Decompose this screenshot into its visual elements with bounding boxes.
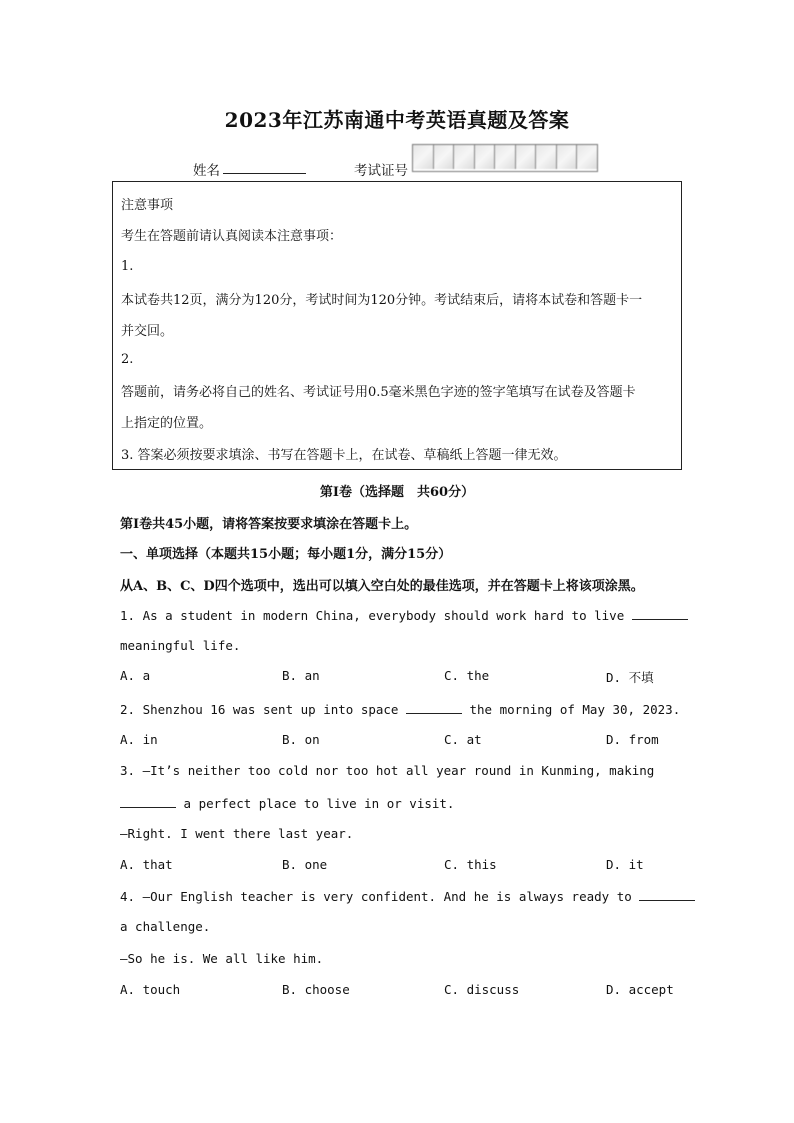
name-blank <box>223 173 306 174</box>
id-digit-box <box>434 145 455 169</box>
question-2-option-c: C. at <box>444 732 482 747</box>
question-2-text <box>120 701 680 717</box>
question-3-stem-end: a perfect place to live in or visit. <box>176 796 455 811</box>
id-digit-box <box>454 145 475 169</box>
notice-item2-text: 答题前，请务必将自己的姓名、考试证号用0.5毫米黑色字迹的签字笔填写在试卷及答题卡 <box>121 385 636 400</box>
question-4-text-cont: a challenge. <box>120 919 211 934</box>
page-title: 2023年江苏南通中考英语真题及答案 <box>224 108 570 132</box>
question-2-stem: 2. Shenzhou 16 was sent up into space <box>120 702 406 717</box>
question-4-reply: —So he is. We all like him. <box>120 951 324 966</box>
question-2-option-d: D. from <box>606 732 659 747</box>
question-3-option-a: A. that <box>120 857 173 872</box>
id-digit-box <box>557 145 578 169</box>
question-4-stem: 4. —Our English teacher is very confident. And he is always ready to <box>120 889 640 904</box>
question-3-text: 3. —It’s neither too cold nor too hot all year round in Kunming, making <box>120 763 655 778</box>
question-1-option-a: A. a <box>120 668 151 683</box>
id-digit-box <box>495 145 516 169</box>
notice-item1-number: 1. <box>121 259 134 274</box>
question-1-text <box>120 607 688 623</box>
question-2-option-a: A. in <box>120 732 158 747</box>
notice-item1-text-cont: 并交回。 <box>121 324 174 339</box>
answer-blank <box>120 795 176 808</box>
notice-item3-text: 3. 答案必须按要求填涂、书写在答题卡上，在试卷、草稿纸上答题一律无效。 <box>121 448 567 463</box>
question-1-text-cont: meaningful life. <box>120 638 241 653</box>
question-4-text <box>120 888 695 904</box>
id-digit-box <box>516 145 537 169</box>
notice-box <box>112 181 682 470</box>
part-intro: 第Ⅰ卷共45小题，请将答案按要求填涂在答题卡上。 <box>120 517 418 532</box>
exam-id-boxes <box>412 144 598 172</box>
notice-item2-number: 2. <box>121 352 134 367</box>
notice-heading: 注意事项 <box>121 198 174 213</box>
section-heading: 一、单项选择（本题共15小题；每小题1分，满分15分） <box>120 547 452 562</box>
question-4-option-a: A. touch <box>120 982 181 997</box>
question-2-option-b: B. on <box>282 732 320 747</box>
question-3-reply: —Right. I went there last year. <box>120 826 354 841</box>
answer-blank <box>632 607 688 620</box>
question-1-option-b: B. an <box>282 668 320 683</box>
question-4-option-b: B. choose <box>282 982 350 997</box>
answer-blank <box>639 888 695 901</box>
id-digit-box <box>577 145 597 169</box>
answer-blank <box>406 701 462 714</box>
question-3-text-cont <box>120 795 454 811</box>
question-2-stem-end: the morning of May 30, 2023. <box>461 702 681 717</box>
question-3-option-d: D. it <box>606 857 644 872</box>
id-digit-box <box>536 145 557 169</box>
question-1-stem: 1. As a student in modern China, everybody should work hard to live <box>120 608 632 623</box>
notice-item2-text-cont: 上指定的位置。 <box>121 416 213 431</box>
part-heading: 第Ⅰ卷（选择题 共60分） <box>319 485 475 500</box>
name-label: 姓名 <box>193 163 220 179</box>
student-info-row <box>0 156 794 180</box>
question-4-option-d: D. accept <box>606 982 674 997</box>
question-4-option-c: C. discuss <box>444 982 520 997</box>
question-1-option-c: C. the <box>444 668 490 683</box>
question-3-option-c: C. this <box>444 857 497 872</box>
id-digit-box <box>475 145 496 169</box>
question-3-option-b: B. one <box>282 857 328 872</box>
notice-item1-text: 本试卷共12页，满分为120分，考试时间为120分钟。考试结束后，请将本试卷和答题卡一 <box>121 293 643 308</box>
question-1-option-d: D. 不填 <box>606 670 654 685</box>
exam-id-label: 考试证号 <box>354 163 408 179</box>
notice-intro: 考生在答题前请认真阅读本注意事项： <box>121 229 343 244</box>
id-digit-box <box>413 145 434 169</box>
section-instruction: 从A、B、C、D四个选项中，选出可以填入空白处的最佳选项，并在答题卡上将该项涂黑。 <box>120 579 644 594</box>
